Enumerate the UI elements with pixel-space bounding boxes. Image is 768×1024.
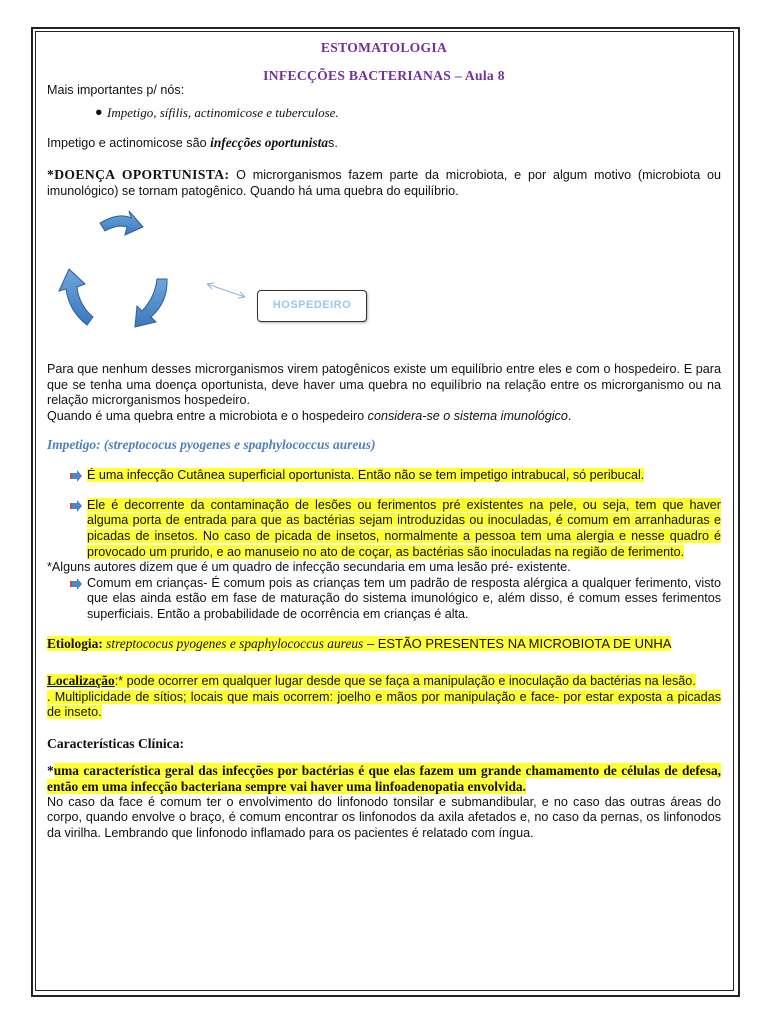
intro-line-end: s. [328, 136, 338, 151]
etiologia-species: streptococus pyogenes e spaphylococcus aureus [102, 636, 364, 652]
doenca-label: *DOENÇA OPORTUNISTA: [47, 166, 230, 182]
hospedeiro-box: HOSPEDEIRO [257, 290, 367, 322]
cycle-arrows [47, 199, 377, 369]
impetigo-bullet-2-text: Ele é decorrente da contaminação de lesões ou ferimentos pré existentes na pele, ou seja, tem que haver alguma porta de entrada para que as bactérias sejam introduzidas ou inoculadas, é comum em arranhaduras e picadas de insetos. No caso de picada de insetos, normalmente a pessoa tem uma alergia e nesse quadro é provocado um prurido, e ao manuseio no ato de coçar, as bactérias são inoculadas na região de ferimento. [87, 497, 721, 559]
clinicas-star: * [47, 763, 54, 779]
arrow-bullet-icon [70, 470, 82, 482]
cycle-diagram [47, 199, 721, 369]
imunologico-emph: considera-se o sistema imunológico [367, 408, 568, 423]
document-body [47, 40, 721, 841]
etiologia-paragraph [47, 636, 721, 653]
doc-subject: ESTOMATOLOGIA [320, 40, 448, 55]
impetigo-bullet-1 [47, 468, 721, 484]
cycle-arrow-right-icon [135, 279, 167, 327]
localizacao-paragraph [47, 673, 721, 690]
etiologia-rest: – ESTÃO PRESENTES NA MICROBIOTA DE UNHA [363, 636, 672, 652]
impetigo-bullet-3-text: Comum em crianças- É comum pois as crianças tem um padrão de resposta alérgica a qualquer ferimento, visto que elas ainda estão em fase de maturação do sistema imunológico e, além disso, é comum esses ferimentos superficiais. Então a probabilidade de ocorrência em crianças é alta. [87, 575, 721, 621]
impetigo-bullet-1-text: É uma infecção Cutânea superficial oportunista. Então não se tem impetigo intrabucal, só peribucal. [87, 468, 645, 483]
clinicas-bold-text: uma característica geral das infecções por bactérias é que elas fazem um grande chamamento de células de defesa, então em uma infecção bacteriana sempre vai haver uma linfoadenopatia envolvida. [47, 763, 721, 795]
equilibrio-paragraph: Para que nenhum desses microrganismos virem patogênicos existe um equilíbrio entre eles e com o hospedeiro. E para que se tenha uma doença oportunista, deve haver uma quebra no equilíbrio na relação entre os microrganismo ou na relação microrganismos hospedeiro. [47, 362, 721, 408]
arrow-bullet-icon [70, 578, 82, 590]
cycle-arrow-top-icon [100, 211, 143, 235]
localizacao-text: :* pode ocorrer em qualquer lugar desde que se faça a manipulação e inoculação da bactérias na lesão. [114, 674, 696, 689]
localizacao-sitios-text: . Multiplicidade de sítios; locais que mais ocorrem: joelho e mãos por manipulação e face- por estar exposta a picadas de inseto. [47, 689, 721, 720]
localizacao-sitios [47, 690, 721, 721]
intro-bullet-text: Impetigo, sífilis, actinomicose e tuberculose. [107, 104, 339, 120]
impetigo-bullet-3 [47, 576, 721, 623]
arrow-bullet-icon [70, 500, 82, 512]
intro-bullet-item [95, 104, 721, 122]
localizacao-label: Localização [47, 673, 115, 689]
clinicas-heading: Características Clínica: [47, 735, 185, 751]
imunologico-start: Quando é uma quebra entre a microbiota e o hospedeiro [47, 408, 368, 423]
doenca-text: O microrganismos fazem parte da microbiota, e por algum motivo (microbiota ou imunológico) se tornam patogênico. Quando há uma quebra do equilíbrio. [47, 167, 721, 198]
cycle-arrow-left-icon [59, 269, 93, 325]
etiologia-label: Etiologia: [47, 636, 103, 652]
clinicas-bold-paragraph [47, 763, 721, 794]
imunologico-line [47, 409, 721, 425]
bullet-dot-icon: ● [95, 104, 103, 119]
intro-line [47, 135, 721, 152]
impetigo-bullet-2 [47, 498, 721, 560]
impetigo-heading: Impetigo: (streptococus pyogenes e spaphylococcus aureus) [47, 436, 376, 452]
intro-line-start: Impetigo e actinomicose são [47, 136, 211, 151]
intro-line-emph: infecções oportunista [210, 135, 329, 151]
intro-label: Mais importantes p/ nós: [47, 83, 185, 98]
imunologico-end: . [567, 408, 572, 423]
doc-title: INFECÇÕES BACTERIANAS – Aula 8 [263, 67, 505, 83]
impetigo-note: *Alguns autores dizem que é um quadro de infecção secundaria em uma lesão pré- existente. [47, 560, 571, 575]
doenca-paragraph [47, 167, 721, 199]
clinicas-paragraph: No caso da face é comum ter o envolvimento do linfonodo tonsilar e submandibular, e no caso das outras áreas do corpo, quando envolve o braço, é comum encontrar os linfonodos da axila afetados e, no caso da pernas, os linfonodos da virilha. Lembrando que linfonodo inflamado para os pacientes é relatado com íngua. [47, 794, 721, 840]
